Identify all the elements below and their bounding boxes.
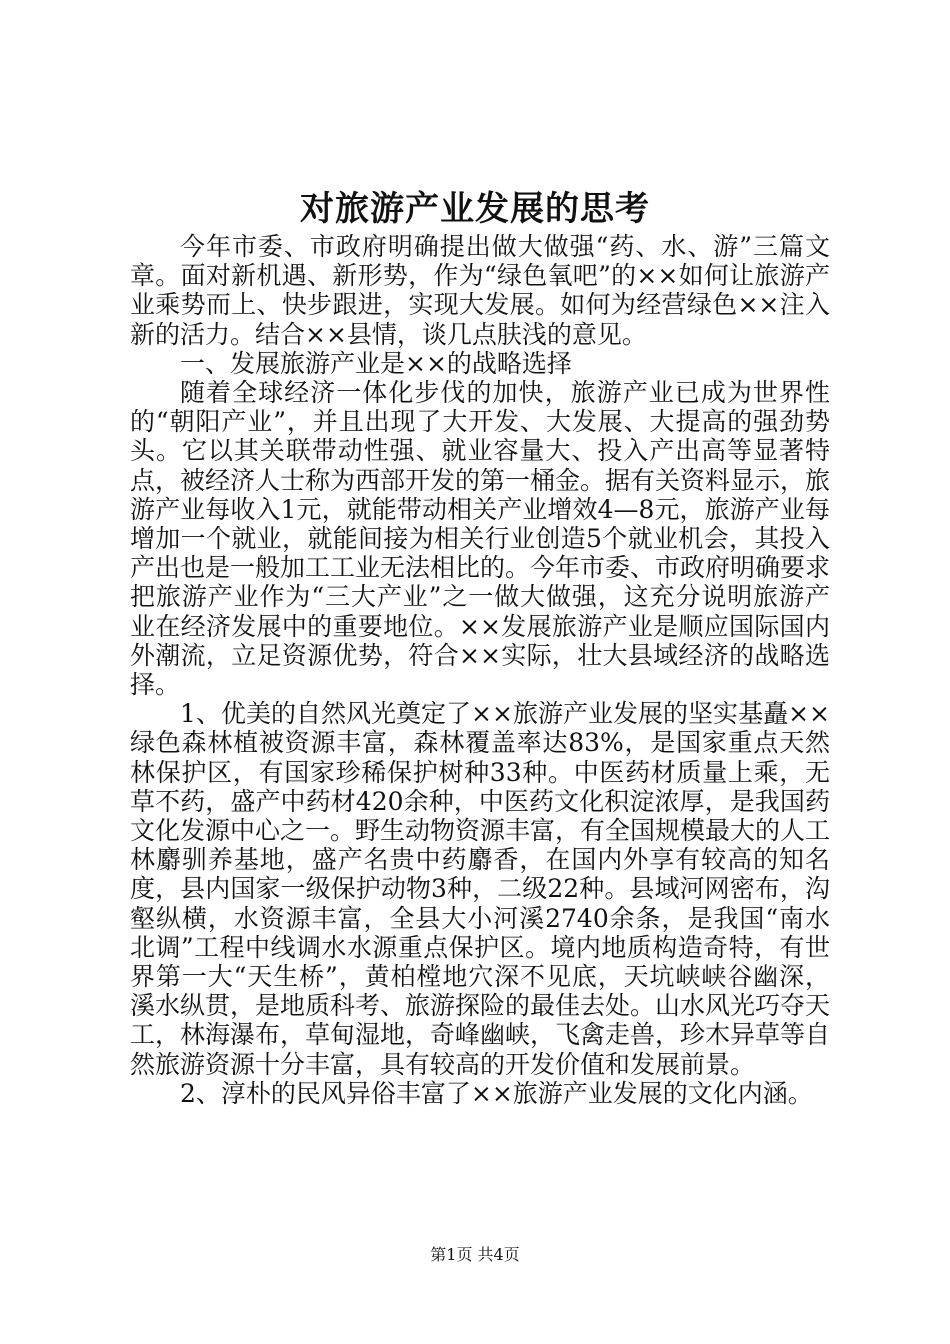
paragraph-natural-scenery: 1、优美的自然风光奠定了××旅游产业发展的坚实基矗××绿色森林植被资源丰富，森林覆盖率达83%，是国家重点天然林保护区，有国家珍稀保护树种33种。中医药材质量上乘，无草不药，盛产中药材420余种，中医药文化积淀浓厚，是我国药文化发源中心之一。野生动物资源丰富，有全国规模最大的人工林麝驯养基地，盛产名贵中药麝香，在国内外享有较高的知名度，县内国家一级保护动物3种，二级22种。县域河网密布，沟壑纵横，水资源丰富，全县大小河溪2740余条，是我国“南水北调”工程中线调水水源重点保护区。境内地质构造奇特，有世界第一大“天生桥”，黄柏樘地穴深不见底，天坑峡峡谷幽深，溪水纵贯，是地质科考、旅游探险的最佳去处。山水风光巧夺天工，林海瀑布，草甸湿地，奇峰幽峡，飞禽走兽，珍木异草等自然旅游资源十分丰富，具有较高的开发价值和发展前景。 (130, 699, 831, 1079)
document-title: 对旅游产业发展的思考 (300, 189, 650, 229)
document-body (130, 232, 830, 1108)
section-heading-1: 一、发展旅游产业是××的战略选择 (180, 348, 572, 378)
page-number: 第1页 共4页 (430, 1245, 520, 1264)
paragraph-strategy: 随着全球经济一体化步伐的加快，旅游产业已成为世界性的“朝阳产业”，并且出现了大开发、大发展、大提高的强劲势头。它以其关联带动性强、就业容量大、投入产出高等显著特点，被经济人士称为西部开发的第一桶金。据有关资料显示，旅游产业每收入1元，就能带动相关产业增效4—8元，旅游产业每增加一个就业，就能间接为相关行业创造5个就业机会，其投入产出也是一般加工工业无法相比的。今年市委、市政府明确要求把旅游产业作为“三大产业”之一做大做强，这充分说明旅游产业在经济发展中的重要地位。××发展旅游产业是顺应国际国内外潮流，立足资源优势，符合××实际，壮大县域经济的战略选择。 (130, 378, 831, 700)
paragraph-folk-customs: 2、淳朴的民风异俗丰富了××旅游产业发展的文化内涵。 (180, 1078, 813, 1108)
paragraph-intro: 今年市委、市政府明确提出做大做强“药、水、游”三篇文章。面对新机遇、新形势，作为“绿色氧吧”的××如何让旅游产业乘势而上、快步跟进，实现大发展。如何为经营绿色××注入新的活力。结合××县情，谈几点肤浅的意见。 (130, 232, 830, 349)
